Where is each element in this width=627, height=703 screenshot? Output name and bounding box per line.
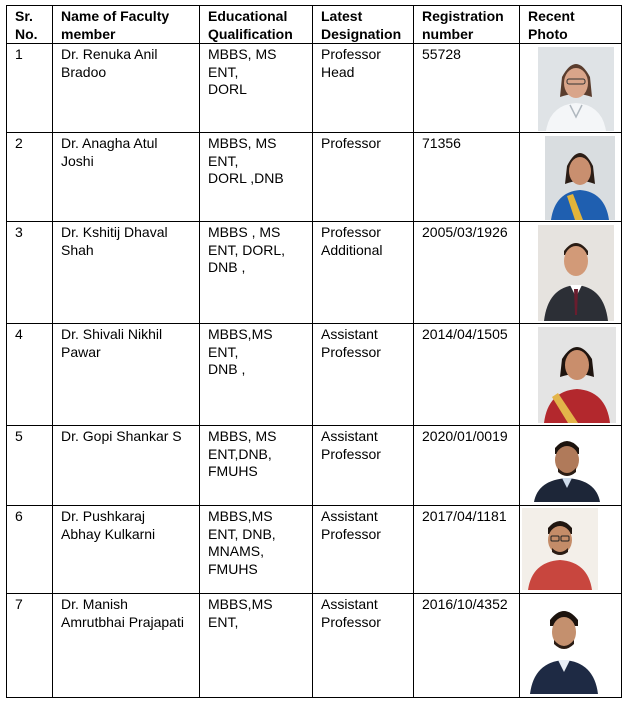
header-designation: Latest Designation — [313, 6, 414, 44]
faculty-photo — [538, 47, 614, 131]
faculty-photo — [524, 598, 604, 694]
designation-cell: Assistant Professor — [313, 426, 414, 506]
faculty-photo — [522, 508, 598, 590]
designation-cell: Professor Head — [313, 44, 414, 133]
faculty-photo — [545, 136, 615, 220]
header-name: Name of Faculty member — [53, 6, 200, 44]
registration-cell: 2005/03/1926 — [414, 222, 520, 324]
faculty-name-cell: Dr. Manish Amrutbhai Prajapati — [53, 594, 200, 698]
faculty-name-cell: Dr. Kshitij Dhaval Shah — [53, 222, 200, 324]
sr-no-cell: 3 — [7, 222, 53, 324]
designation-cell: Professor — [313, 133, 414, 222]
photo-cell — [520, 506, 622, 594]
photo-cell — [520, 324, 622, 426]
table-row — [7, 222, 622, 324]
table-row — [7, 594, 622, 698]
sr-no-cell: 2 — [7, 133, 53, 222]
qualification-cell: MBBS,MS ENT, — [200, 594, 313, 698]
qualification-cell: MBBS, MS ENT, DORL ,DNB — [200, 133, 313, 222]
photo-cell — [520, 426, 622, 506]
qualification-cell: MBBS, MS ENT, DORL — [200, 44, 313, 133]
header-sr-no: Sr. No. — [7, 6, 53, 44]
table-row — [7, 426, 622, 506]
faculty-name-cell: Dr. Renuka Anil Bradoo — [53, 44, 200, 133]
header-row — [7, 6, 622, 44]
table-row — [7, 324, 622, 426]
qualification-cell: MBBS,MS ENT, DNB , — [200, 324, 313, 426]
header-qualification: Educational Qualification — [200, 6, 313, 44]
sr-no-cell: 6 — [7, 506, 53, 594]
sr-no-cell: 7 — [7, 594, 53, 698]
registration-cell: 71356 — [414, 133, 520, 222]
header-photo: Recent Photo — [520, 6, 622, 44]
sr-no-cell: 1 — [7, 44, 53, 133]
faculty-photo — [528, 430, 606, 502]
table-row — [7, 506, 622, 594]
photo-cell — [520, 44, 622, 133]
faculty-name-cell: Dr. Pushkaraj Abhay Kulkarni — [53, 506, 200, 594]
registration-cell: 2016/10/4352 — [414, 594, 520, 698]
designation-cell: Professor Additional — [313, 222, 414, 324]
faculty-name-cell: Dr. Anagha Atul Joshi — [53, 133, 200, 222]
registration-cell: 2014/04/1505 — [414, 324, 520, 426]
registration-cell: 2017/04/1181 — [414, 506, 520, 594]
qualification-cell: MBBS,MS ENT, DNB, MNAMS, FMUHS — [200, 506, 313, 594]
registration-cell: 55728 — [414, 44, 520, 133]
header-registration: Registration number — [414, 6, 520, 44]
qualification-cell: MBBS , MS ENT, DORL, DNB , — [200, 222, 313, 324]
photo-cell — [520, 594, 622, 698]
photo-cell — [520, 222, 622, 324]
qualification-cell: MBBS, MS ENT,DNB, FMUHS — [200, 426, 313, 506]
designation-cell: Assistant Professor — [313, 506, 414, 594]
designation-cell: Assistant Professor — [313, 324, 414, 426]
faculty-name-cell: Dr. Gopi Shankar S — [53, 426, 200, 506]
sr-no-cell: 5 — [7, 426, 53, 506]
table-row — [7, 44, 622, 133]
sr-no-cell: 4 — [7, 324, 53, 426]
faculty-photo — [538, 225, 614, 321]
faculty-table — [6, 5, 622, 698]
faculty-photo — [538, 327, 616, 423]
table-row — [7, 133, 622, 222]
photo-cell — [520, 133, 622, 222]
designation-cell: Assistant Professor — [313, 594, 414, 698]
registration-cell: 2020/01/0019 — [414, 426, 520, 506]
faculty-name-cell: Dr. Shivali Nikhil Pawar — [53, 324, 200, 426]
